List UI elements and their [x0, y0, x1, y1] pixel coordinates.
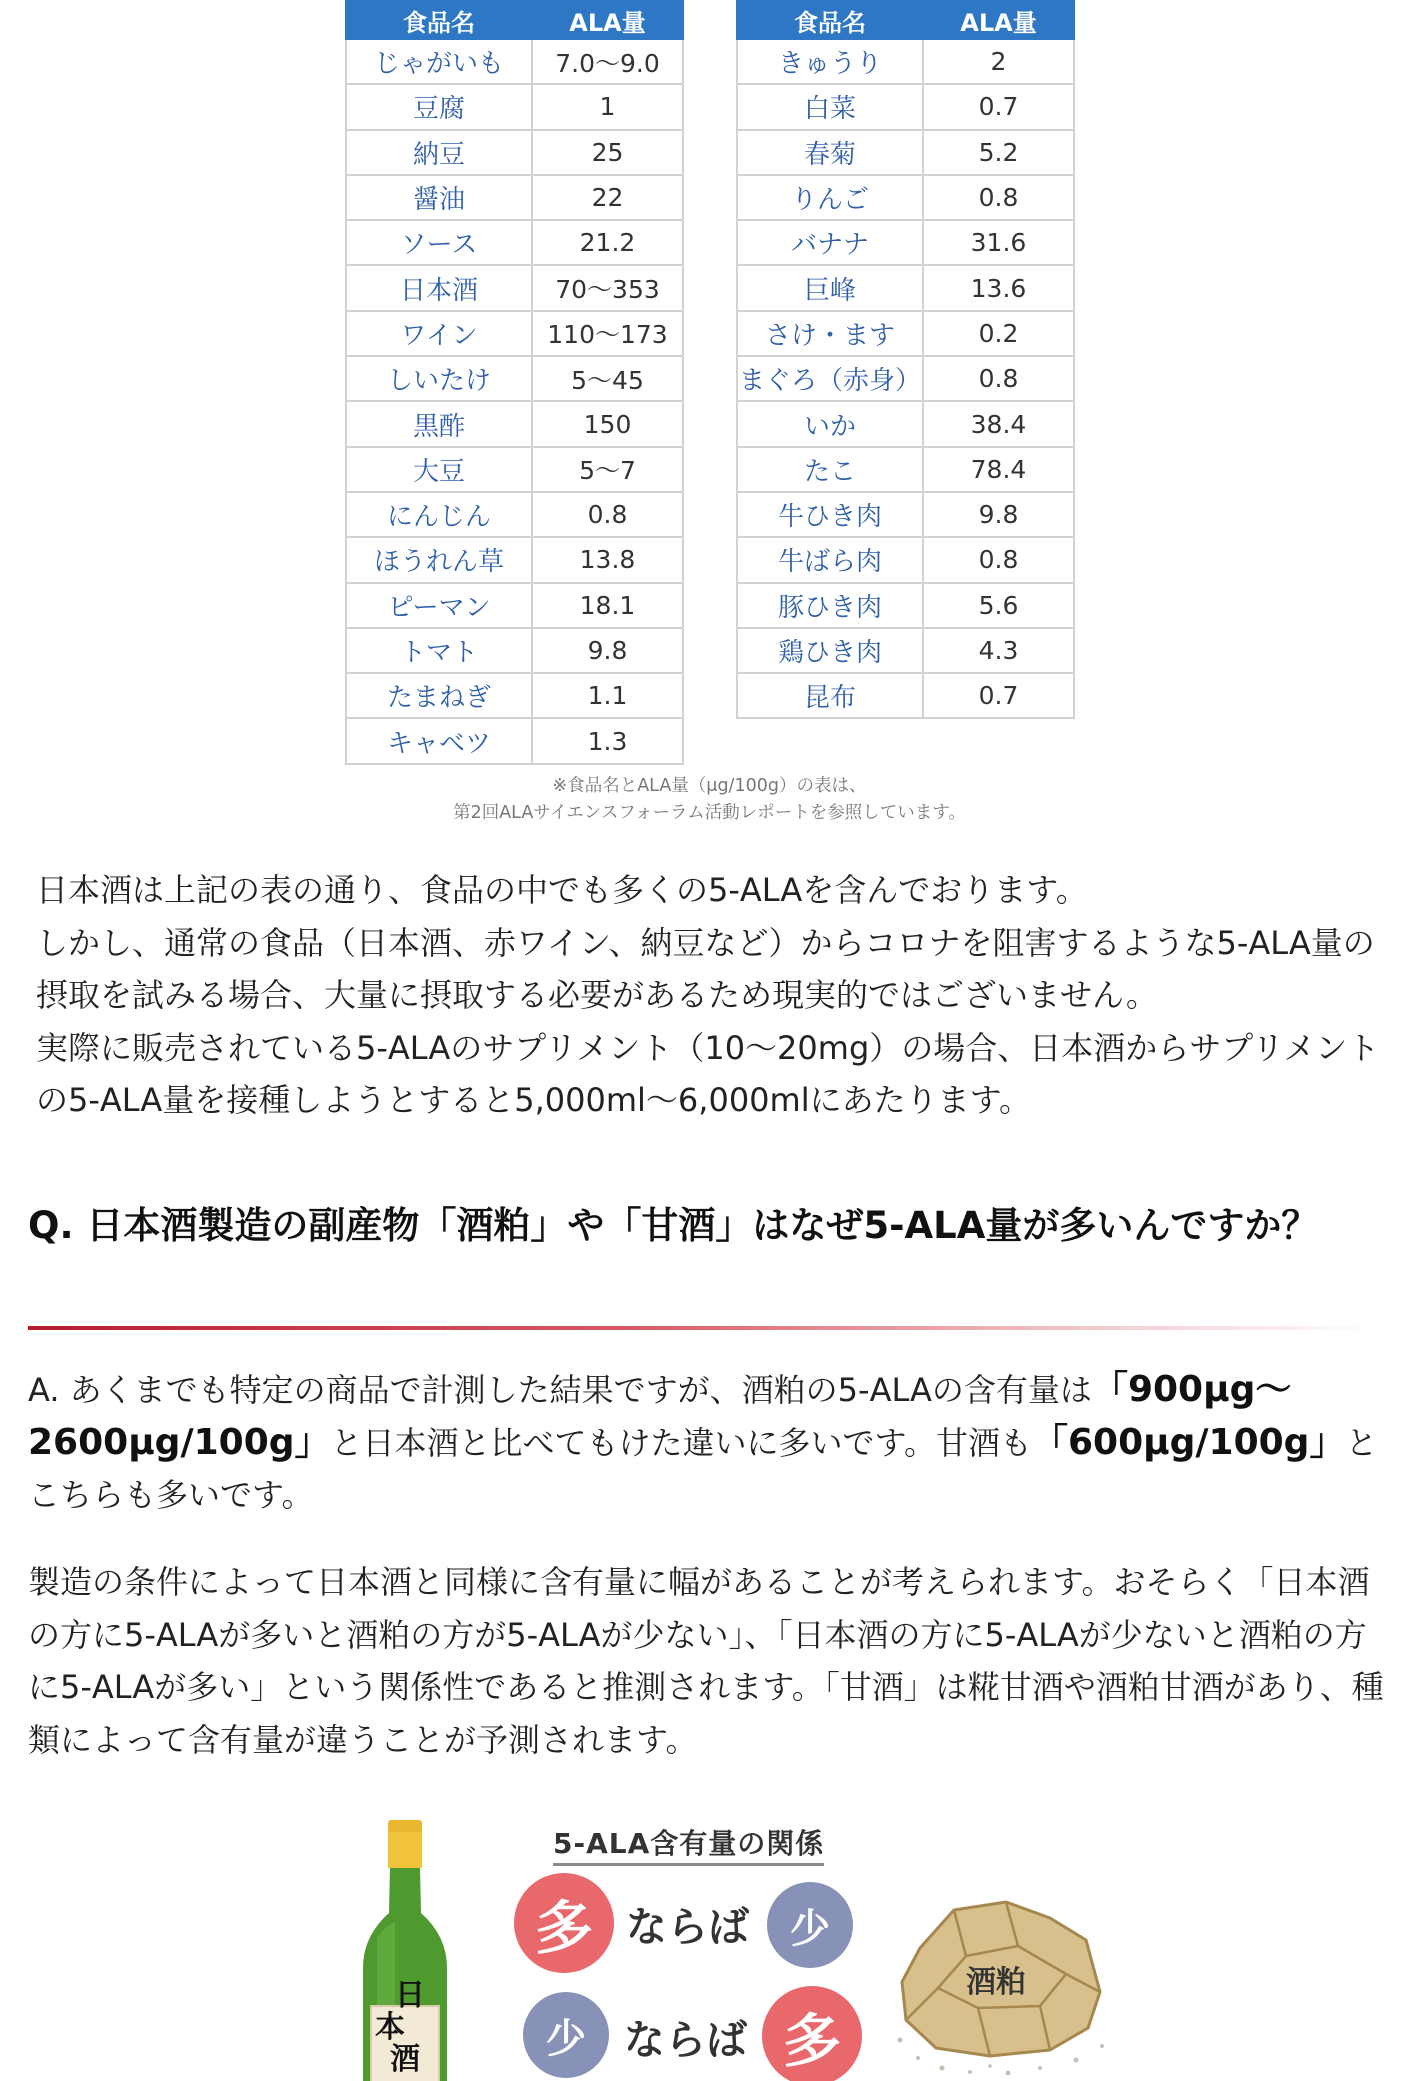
- ala-amount-cell: 0.8: [532, 492, 683, 537]
- header-food-name: 食品名: [346, 1, 532, 39]
- food-name-cell: じゃがいも: [346, 39, 532, 84]
- answer-prefix: A. あくまでも特定の商品で計測した結果ですが、酒粕の5-ALAの含有量は: [28, 1371, 1092, 1409]
- table-row: [346, 718, 683, 763]
- ala-amount-cell: 5〜7: [532, 447, 683, 492]
- table-row: [737, 175, 1074, 220]
- ala-amount-cell: 78.4: [923, 447, 1074, 492]
- table-row: [737, 84, 1074, 129]
- table-header-row: [737, 1, 1074, 39]
- ala-amount-cell: 1.1: [532, 673, 683, 718]
- table-header-row: [346, 1, 683, 39]
- header-food-name: 食品名: [737, 1, 923, 39]
- ala-amount-cell: 0.8: [923, 537, 1074, 582]
- food-name-cell: 大豆: [346, 447, 532, 492]
- food-name-cell: ワイン: [346, 311, 532, 356]
- diagram-title: 5-ALA含有量の関係: [553, 1822, 824, 1866]
- ala-amount-cell: 31.6: [923, 220, 1074, 265]
- ala-amount-cell: 13.6: [923, 265, 1074, 310]
- ala-amount-cell: 0.7: [923, 673, 1074, 718]
- ala-amount-cell: 0.7: [923, 84, 1074, 129]
- food-name-cell: 日本酒: [346, 265, 532, 310]
- ala-amount-cell: 5.6: [923, 583, 1074, 628]
- bottle-label-2: 本: [375, 2010, 405, 2045]
- table-row: [737, 356, 1074, 401]
- food-name-cell: トマト: [346, 628, 532, 673]
- table-row: [346, 447, 683, 492]
- few-circle-top: 少: [767, 1882, 853, 1968]
- table-row: [737, 265, 1074, 310]
- answer-middle: と日本酒と比べてもけた違いに多いです。甘酒も: [330, 1423, 1032, 1462]
- table-row: [737, 130, 1074, 175]
- food-name-cell: 醤油: [346, 175, 532, 220]
- food-name-cell: 春菊: [737, 130, 923, 175]
- bottle-label-1: 日: [395, 1978, 425, 2013]
- ala-amount-cell: 21.2: [532, 220, 683, 265]
- table-row: [737, 447, 1074, 492]
- table-row: [737, 401, 1074, 446]
- answer-suffix: とこちらも多いです。: [28, 1423, 1378, 1514]
- ala-amount-cell: 18.1: [532, 583, 683, 628]
- ala-amount-cell: 2: [923, 39, 1074, 84]
- table-row: [346, 84, 683, 129]
- food-name-cell: 鶏ひき肉: [737, 628, 923, 673]
- food-name-cell: きゅうり: [737, 39, 923, 84]
- table-row: [346, 673, 683, 718]
- table-row: [346, 583, 683, 628]
- food-name-cell: 巨峰: [737, 265, 923, 310]
- ala-amount-cell: 0.2: [923, 311, 1074, 356]
- intro-line-1: 日本酒は上記の表の通り、食品の中でも多くの5-ALAを含んでおります。: [36, 871, 1088, 909]
- food-name-cell: まぐろ（赤身）: [737, 356, 923, 401]
- table-row: [737, 537, 1074, 582]
- intro-line-2: しかし、通常の食品（日本酒、赤ワイン、納豆など）からコロナを阻害するような5-ALA量の摂取を試みる場合、大量に摂取する必要があるため現実的ではございません。: [36, 923, 1375, 1014]
- ala-table-left: [345, 0, 684, 765]
- food-name-cell: たこ: [737, 447, 923, 492]
- table-row: [737, 492, 1074, 537]
- ala-amount-cell: 1: [532, 84, 683, 129]
- naraba-label-top: ならば: [626, 1903, 749, 1951]
- answer-paragraph: [28, 1364, 1388, 1522]
- ala-amount-cell: 5〜45: [532, 356, 683, 401]
- table-row: [346, 356, 683, 401]
- table-row: [346, 220, 683, 265]
- food-name-cell: しいたけ: [346, 356, 532, 401]
- ala-amount-cell: 0.8: [923, 356, 1074, 401]
- ala-amount-cell: 38.4: [923, 401, 1074, 446]
- ala-amount-cell: 5.2: [923, 130, 1074, 175]
- heading-underline: [28, 1326, 1378, 1330]
- table-row: [737, 673, 1074, 718]
- food-name-cell: バナナ: [737, 220, 923, 265]
- ala-amount-cell: 13.8: [532, 537, 683, 582]
- ala-amount-cell: 0.8: [923, 175, 1074, 220]
- table-row: [346, 175, 683, 220]
- sake-lees-label: 酒粕: [966, 1965, 1026, 2000]
- ala-amount-cell: 9.8: [532, 628, 683, 673]
- many-circle-top: 多: [514, 1873, 614, 1973]
- bottle-label-3: 酒: [390, 2042, 420, 2077]
- ala-amount-cell: 1.3: [532, 718, 683, 763]
- ala-amount-cell: 150: [532, 401, 683, 446]
- food-name-cell: さけ・ます: [737, 311, 923, 356]
- ala-amount-cell: 25: [532, 130, 683, 175]
- food-name-cell: キャベツ: [346, 718, 532, 763]
- many-circle-bottom: 多: [762, 1986, 862, 2081]
- table-row: [346, 311, 683, 356]
- table-note-line-2: 第2回ALAサイエンスフォーラム活動レポートを参照しています。: [453, 803, 966, 823]
- table-row: [346, 628, 683, 673]
- table-row: [346, 537, 683, 582]
- intro-line-3: 実際に販売されている5-ALAのサプリメント（10〜20mg）の場合、日本酒からサプリメントの5-ALA量を接種しようとすると5,000ml〜6,000mlにあたります。: [36, 1028, 1380, 1119]
- table-row: [737, 583, 1074, 628]
- question-heading: Q. 日本酒製造の副産物「酒粕」や「甘酒」はなぜ5-ALA量が多いんですか？: [28, 1204, 1319, 1247]
- table-row: [346, 130, 683, 175]
- food-name-cell: 納豆: [346, 130, 532, 175]
- table-row: [737, 39, 1074, 84]
- food-name-cell: 豆腐: [346, 84, 532, 129]
- ala-amount-cell: 110〜173: [532, 311, 683, 356]
- ala-amount-cell: 7.0〜9.0: [532, 39, 683, 84]
- food-name-cell: たまねぎ: [346, 673, 532, 718]
- table-row: [737, 220, 1074, 265]
- ala-table-right: [736, 0, 1075, 719]
- table-note-line-1: ※食品名とALA量（μg/100g）の表は、: [552, 776, 867, 796]
- food-name-cell: 牛ばら肉: [737, 537, 923, 582]
- table-row: [346, 492, 683, 537]
- food-name-cell: 昆布: [737, 673, 923, 718]
- food-name-cell: 黒酢: [346, 401, 532, 446]
- food-name-cell: ほうれん草: [346, 537, 532, 582]
- header-ala-amount: ALA量: [532, 1, 683, 39]
- table-source-note: [345, 773, 1074, 827]
- amazake-amount: 「600μg/100g」: [1031, 1421, 1346, 1463]
- ala-amount-cell: 70〜353: [532, 265, 683, 310]
- intro-paragraph: [36, 864, 1396, 1127]
- ala-relationship-diagram: [0, 1790, 1427, 2081]
- header-ala-amount: ALA量: [923, 1, 1074, 39]
- food-name-cell: いか: [737, 401, 923, 446]
- food-name-cell: 豚ひき肉: [737, 583, 923, 628]
- table-row: [346, 401, 683, 446]
- kasu-amount: 「900μg〜2600μg/100g」: [28, 1369, 1292, 1463]
- ala-amount-cell: 22: [532, 175, 683, 220]
- food-name-cell: りんご: [737, 175, 923, 220]
- table-row: [346, 265, 683, 310]
- food-name-cell: にんじん: [346, 492, 532, 537]
- ala-amount-cell: 4.3: [923, 628, 1074, 673]
- food-name-cell: ピーマン: [346, 583, 532, 628]
- food-name-cell: 牛ひき肉: [737, 492, 923, 537]
- naraba-label-bottom: ならば: [624, 2016, 747, 2064]
- ala-amount-cell: 9.8: [923, 492, 1074, 537]
- table-row: [346, 39, 683, 84]
- food-name-cell: ソース: [346, 220, 532, 265]
- few-circle-bottom: 少: [523, 1992, 609, 2078]
- explanation-paragraph: 製造の条件によって日本酒と同様に含有量に幅があることが考えられます。おそらく「日本酒の方に5-ALAが多いと酒粕の方が5-ALAが少ない」、「日本酒の方に5-ALAが少ないと酒粕の方に5-ALAが多い」という関係性であると推測されます。「甘酒」は糀甘酒や酒粕甘酒があり、種類によって含有量が違うことが予測されます。: [28, 1563, 1384, 1759]
- table-row: [737, 311, 1074, 356]
- table-row: [737, 628, 1074, 673]
- food-name-cell: 白菜: [737, 84, 923, 129]
